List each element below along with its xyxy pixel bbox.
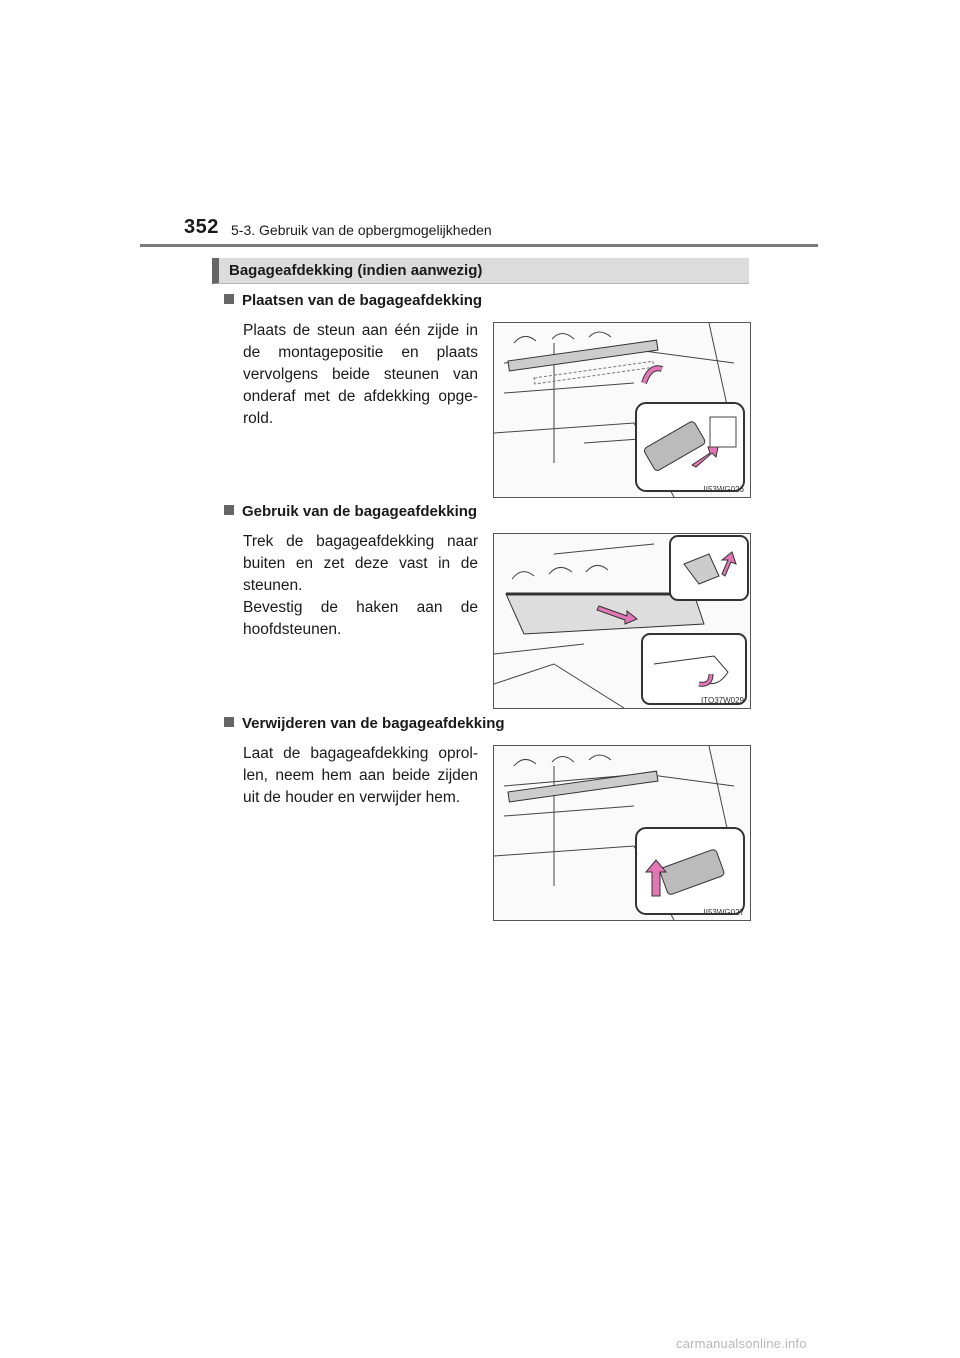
subheading-placing: Plaatsen van de bagageafdekking [224,292,482,309]
instruction-text-placing: Plaats de steun aan één zijde in de montagepositie en plaats vervolgens beide steunen van onderaf met de afdekking opge-rold. [243,322,478,427]
figure-code: II53WG026 [703,485,744,494]
instruction-text-use: Trek de bagageafdekking naar buiten en zet deze vast in de steunen. Bevestig de haken aan de hoofdsteunen. [243,533,478,638]
square-bullet-icon [224,294,234,304]
figure-code: II53WG027 [703,908,744,917]
subheading-remove: Verwijderen van de bagageafdekking [224,715,505,732]
section-title: Bagageafdekking (indien aanwezig) [229,262,483,279]
subheading-use: Gebruik van de bagageafdekking [224,503,477,520]
square-bullet-icon [224,505,234,515]
page-number: 352 [184,216,219,238]
figure-remove [493,745,751,921]
section-bar [212,258,749,284]
instruction-text-remove: Laat de bagageafdekking oprol-len, neem hem aan beide zijden uit de houder en verwijder hem. [243,745,478,806]
square-bullet-icon [224,717,234,727]
figure-use [493,533,751,709]
figure-code: ITO37W029 [701,696,744,705]
header-rule [140,244,818,247]
chapter-title: 5-3. Gebruik van de opbergmogelijkheden [231,222,492,238]
figure-placing [493,322,751,498]
watermark: carmanualsonline.info [676,1336,807,1351]
